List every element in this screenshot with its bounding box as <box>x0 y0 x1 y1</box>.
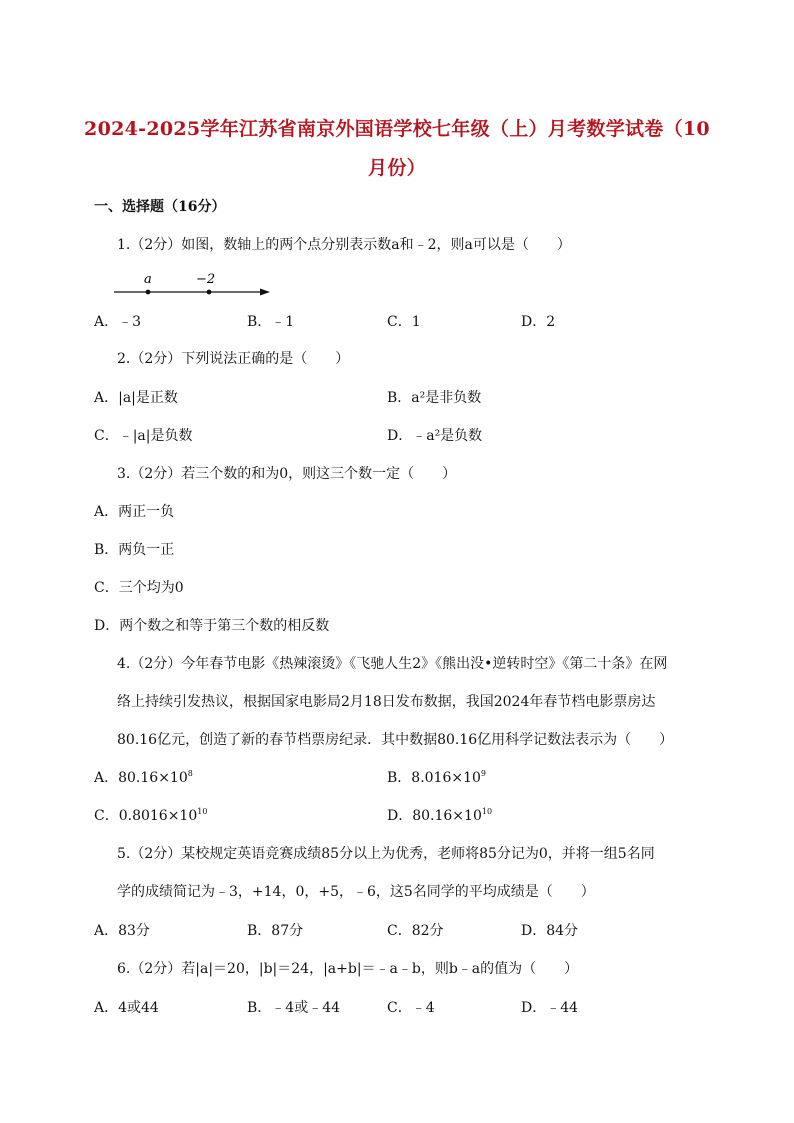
q6-option-c: C．﹣4 <box>387 1000 435 1016</box>
q4-option-a: A．$80.16\times 10^8$ <box>94 769 193 786</box>
q5-option-b: B．87分 <box>247 923 304 939</box>
q2-option-d: D．﹣a²是负数 <box>387 428 483 444</box>
q1-option-d: D．2 <box>521 314 556 330</box>
q5-option-c: C．82分 <box>387 923 444 939</box>
question-4-stem-line-3: 80.16亿元，创造了新的春节档票房纪录．其中数据80.16亿用科学记数法表示为（ ） <box>117 732 674 748</box>
q3-option-a: A．两正一负 <box>94 504 175 520</box>
q1-option-c: C．1 <box>387 314 421 330</box>
question-5-stem-line-1: 5.（2分）某校规定英语竞赛成绩85分以上为优秀，老师将85分记为0，并将一组5名同 <box>117 846 655 862</box>
point-minus-2 <box>207 290 212 295</box>
q2-option-a: A．|a|是正数 <box>94 390 178 406</box>
q5-option-a: A．83分 <box>94 923 150 939</box>
question-4-stem-line-2: 络上持续引发热议，根据国家电影局2月18日发布数据，我国2024年春节档电影票房达 <box>117 694 656 710</box>
question-1-stem: 1.（2分）如图，数轴上的两个点分别表示数a和﹣2，则a可以是（ ） <box>117 237 571 253</box>
q3-option-b: B．两负一正 <box>94 542 175 558</box>
q3-option-c: C．三个均为0 <box>94 580 184 596</box>
q2-option-c: C．﹣|a|是负数 <box>94 428 193 444</box>
number-line-figure <box>114 270 274 300</box>
question-4-stem-line-1: 4.（2分）今年春节电影《热辣滚烫》《飞驰人生2》《熊出没•逆转时空》《第二十条》在网 <box>117 656 668 672</box>
q4-option-d: D．$80.16\times 10^{10}$ <box>387 807 493 824</box>
question-5-stem-line-2: 学的成绩简记为﹣3，+14，0，+5，﹣6，这5名同学的平均成绩是（ ） <box>117 884 595 900</box>
q2-option-b: B．a²是非负数 <box>387 390 482 406</box>
question-6-stem: 6.（2分）若|a|＝20，|b|＝24，|a+b|＝﹣a﹣b，则b﹣a的值为（ ） <box>117 961 579 977</box>
exam-title-line-2: 月份） <box>368 157 426 179</box>
q6-option-d: D．﹣44 <box>521 1000 579 1016</box>
q6-option-b: B．﹣4或﹣44 <box>247 1000 341 1016</box>
q6-option-a: A．4或44 <box>94 1000 159 1016</box>
q1-option-a: A．﹣3 <box>94 314 142 330</box>
q5-option-d: D．84分 <box>521 923 579 939</box>
q3-option-d: D．两个数之和等于第三个数的相反数 <box>94 618 330 634</box>
section-heading: 一、选择题（16分） <box>94 199 226 215</box>
exam-title-line-1: 2024-2025学年江苏省南京外国语学校七年级（上）月考数学试卷（10 <box>84 118 710 140</box>
point-a-label: a <box>144 272 152 287</box>
q1-option-b: B．﹣1 <box>247 314 295 330</box>
question-2-stem: 2.（2分）下列说法正确的是（ ） <box>117 351 350 367</box>
question-3-stem: 3.（2分）若三个数的和为0，则这三个数一定（ ） <box>117 466 457 482</box>
number-line-arrow-icon <box>260 289 270 296</box>
q4-option-c: C．$0.8016\times 10^{10}$ <box>94 807 208 824</box>
point-a <box>146 290 151 295</box>
point-minus-2-label: −2 <box>196 272 216 287</box>
q4-option-b: B．$8.016\times 10^9$ <box>387 769 487 786</box>
